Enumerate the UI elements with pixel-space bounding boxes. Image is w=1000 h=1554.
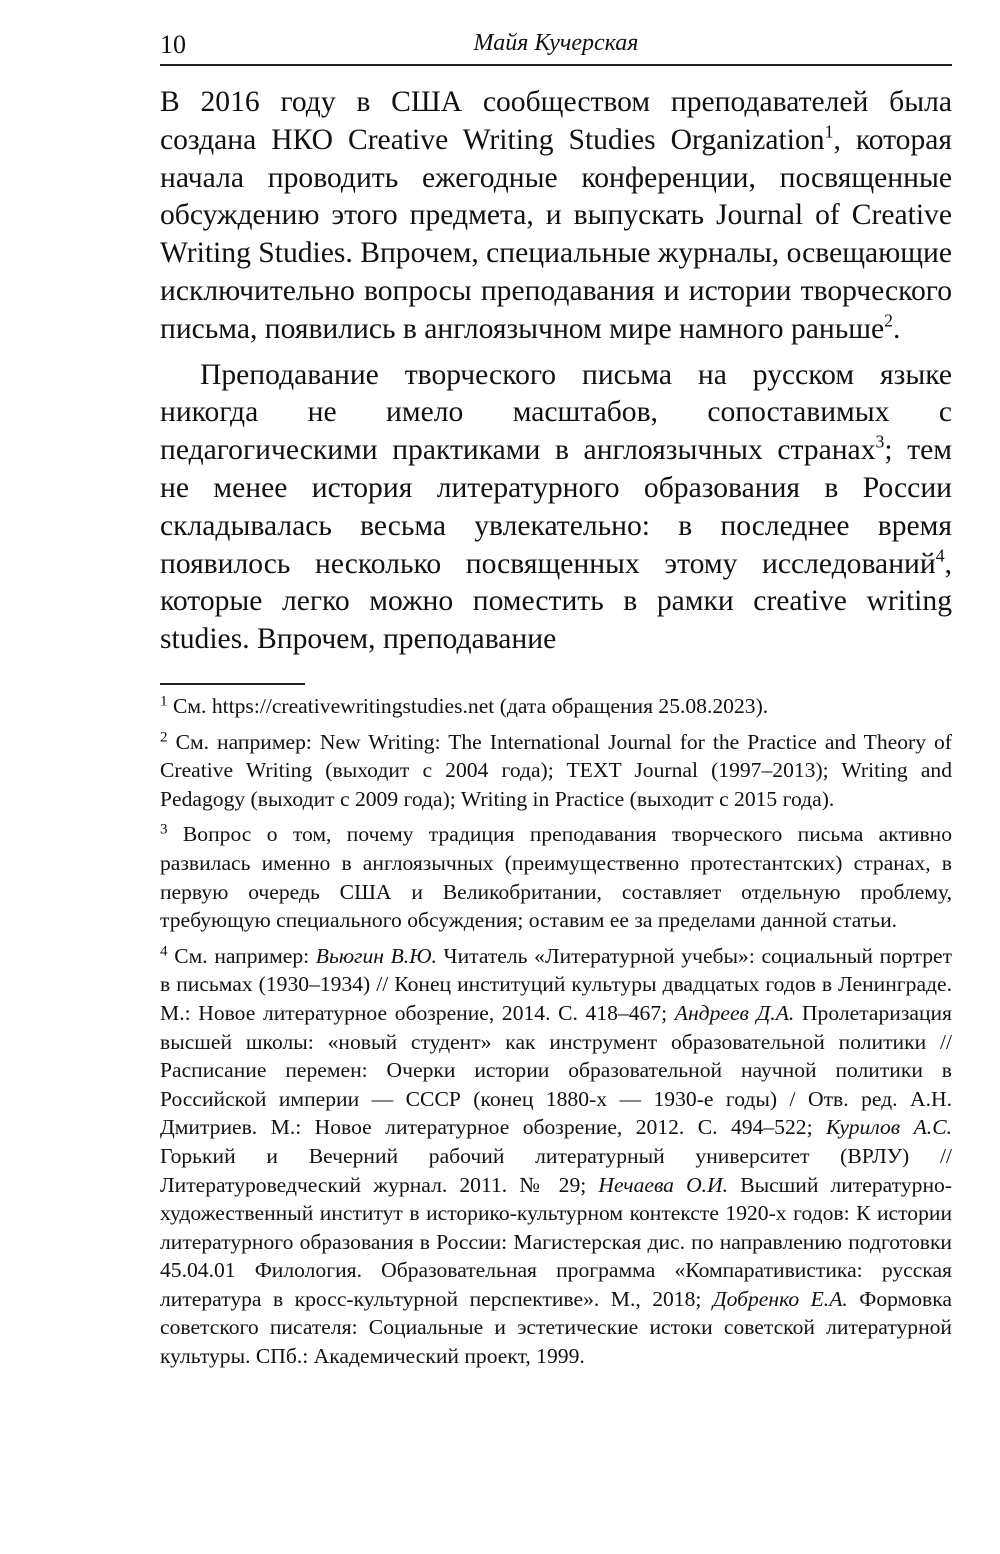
- footnote-separator: [160, 683, 305, 685]
- footnote-text: См. например: New Writing: The International Journal for the Practice and Theory of Creative Writing (выходит с 2004 года); TEXT Journal (1997–2013); Writing and Pedagogy (выходит с 2009 года); Writing in Practice (выходит с 2015 года).: [160, 729, 952, 811]
- footnote-number: 2: [160, 729, 168, 746]
- author-name: Курилов А.С.: [826, 1115, 952, 1140]
- text-segment: .: [893, 312, 901, 345]
- author-name: Андреев Д.А.: [674, 1000, 795, 1025]
- footnote: [160, 692, 952, 721]
- text-segment: , которая начала проводить ежегодные конференции, посвященные обсуждению этого предмета, и выпускать Journal of Creative Writing Studies. Впрочем, специальные журналы, освещающие исключительно вопросы преподавания и истории творческого письма, появились в англоязычном мире намного раньше: [160, 123, 952, 345]
- author-name: Вьюгин В.Ю.: [315, 943, 437, 968]
- footnote-ref[interactable]: 3: [875, 431, 885, 452]
- main-text: [160, 84, 952, 659]
- author-name: Добренко Е.А.: [712, 1286, 848, 1311]
- footnote-text: См. https://creativewritingstudies.net (дата обращения 25.08.2023).: [172, 694, 769, 718]
- text-segment: В 2016 году в США сообществом преподавателей была создана НКО Creative Writing Studies Organization: [160, 86, 952, 156]
- footnote-number: 1: [160, 693, 168, 710]
- footnote-number: 4: [160, 943, 168, 960]
- author-name: Нечаева О.И.: [598, 1172, 729, 1197]
- fn-seg: Высший литературно-художественный институт в историко-культурном контексте 1920-х годов: К истории литературного образования в России: Магистерская дис. по направлению подготовки 45.04.01 Филология. Образовательная программа «Компаративистика: русская литература в кросс-культурной перспективе». М., 2018;: [160, 1172, 952, 1311]
- text-segment: Преподавание творческого письма на русском языке никогда не имело масштабов, сопоставимых с педагогическими практиками в англоязычных странах: [160, 358, 952, 467]
- text-segment: ; тем не менее история литературного образования в России складывалась весьма увлекательно: в последнее время появилось несколько посвященных этому исследований: [160, 434, 952, 580]
- running-title: Майя Кучерская: [473, 30, 639, 56]
- footnote-ref[interactable]: 2: [884, 310, 894, 331]
- fn-seg: Формовка советского писателя: Социальные и эстетические истоки советской литературной культуры. СПб.: Академический проект, 1999.: [160, 1286, 952, 1369]
- fn-seg: Горький и Вечерний рабочий литературный университет (ВРЛУ) // Литературоведческий журнал. 2011. № 29;: [160, 1143, 952, 1197]
- footnotes: [160, 692, 952, 1378]
- footnote-ref[interactable]: 4: [935, 545, 945, 566]
- paragraph: [160, 357, 952, 659]
- footnote: [160, 728, 952, 814]
- paragraph: [160, 84, 952, 349]
- text-segment: , которые легко можно поместить в рамки creative writing studies. Впрочем, преподавание: [160, 547, 952, 656]
- footnote-text: Вопрос о том, почему традиция преподавания творческого письма активно развилась именно в англоязычных (преимущественно протестантских) странах, в первую очередь США и Великобритании, составляет отдельную проблему, требующую специального обсуждения; оставим ее за пределами данной статьи.: [160, 822, 952, 933]
- footnote: [160, 820, 952, 934]
- fn-seg: Читатель «Литературной учебы»: социальный портрет в письмах (1930–1934) // Конец институций культуры двадцатых годов в Ленинграде. М.: Новое литературное обозрение, 2014. С. 418–467;: [160, 943, 953, 1025]
- page-header: [160, 28, 952, 66]
- footnote-text: [160, 944, 952, 1368]
- page-number: 10: [160, 30, 186, 59]
- fn-seg: Пролетаризация высшей школы: «новый студент» как инструмент образовательной политики // Расписание перемен: Очерки истории образовательной научной политики в Российской империи — СССР (конец 1880-х — 1930-е годы) / Отв. ред. А.Н. Дмитриев. М.: Новое литературное обозрение, 2012. С. 494–522;: [160, 1000, 952, 1140]
- footnote-ref[interactable]: 1: [824, 121, 834, 142]
- footnote: [160, 942, 952, 1371]
- footnote-number: 3: [160, 821, 168, 838]
- fn-seg: См. например:: [174, 943, 316, 968]
